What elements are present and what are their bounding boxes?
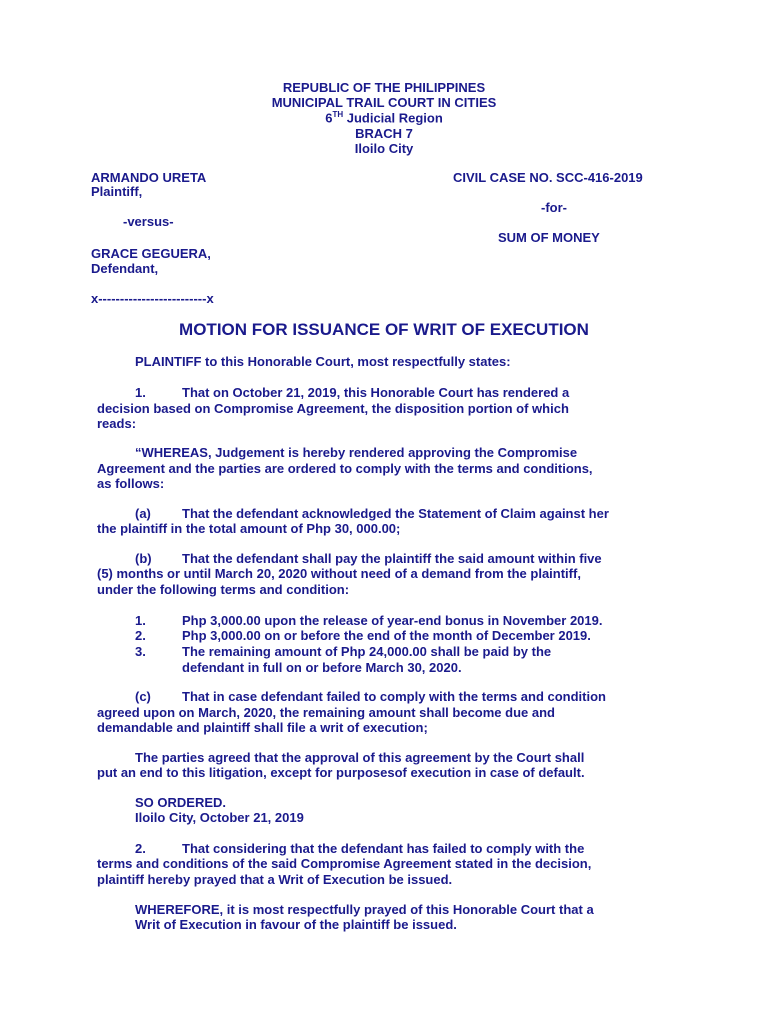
paragraph-1-line-1: That on October 21, 2019, this Honorable Court has rendered a bbox=[182, 385, 570, 400]
wherefore-line-1: WHEREFORE, it is most respectfully prayed of this Honorable Court that a bbox=[135, 902, 594, 917]
paragraph-2-line-2: terms and conditions of the said Compromise Agreement stated in the decision, bbox=[97, 856, 592, 871]
list-item-3-number: 3. bbox=[135, 644, 146, 659]
intro-paragraph: PLAINTIFF to this Honorable Court, most respectfully states: bbox=[135, 354, 511, 369]
header-city: Iloilo City bbox=[354, 141, 414, 156]
header-region-number: 6 bbox=[325, 110, 333, 126]
paragraph-2-number: 2. bbox=[135, 841, 146, 856]
clause-c-line-2: agreed upon on March, 2020, the remaining amount shall become due and bbox=[97, 705, 555, 720]
paragraph-2-line-1: That considering that the defendant has failed to comply with the bbox=[182, 841, 585, 856]
clause-c-line-1: That in case defendant failed to comply with the terms and condition bbox=[182, 689, 606, 704]
clause-b-line-2: (5) months or until March 20, 2020 without need of a demand from the plaintiff, bbox=[97, 566, 581, 581]
header-region-suffix: TH bbox=[332, 110, 344, 119]
plaintiff-label: Plaintiff, bbox=[91, 184, 143, 199]
versus-label: -versus- bbox=[123, 214, 174, 229]
quote-line-2: Agreement and the parties are ordered to comply with the terms and conditions, bbox=[97, 461, 593, 476]
quote-line-1: “WHEREAS, Judgement is hereby rendered approving the Compromise bbox=[135, 445, 578, 460]
clause-b-number: (b) bbox=[135, 551, 152, 566]
clause-b-line-1: That the defendant shall pay the plaintiff the said amount within five bbox=[182, 551, 602, 566]
quote-line-3: as follows: bbox=[97, 476, 165, 491]
paragraph-1-line-3: reads: bbox=[97, 416, 137, 431]
defendant-label: Defendant, bbox=[91, 261, 159, 276]
header-branch: BRACH 7 bbox=[355, 126, 413, 141]
header-region-text: Judicial Region bbox=[343, 110, 443, 126]
list-item-3-line-1: The remaining amount of Php 24,000.00 shall be paid by the bbox=[182, 644, 552, 659]
clause-a-line-2: the plaintiff in the total amount of Php 30, 000.00; bbox=[97, 521, 401, 536]
clause-c-line-3: demandable and plaintiff shall file a writ of execution; bbox=[97, 720, 428, 735]
list-item-2-number: 2. bbox=[135, 628, 146, 643]
list-item-3-line-2: defendant in full on or before March 30, 2020. bbox=[182, 660, 462, 675]
plaintiff-name: ARMANDO URETA bbox=[91, 170, 207, 185]
clause-c-number: (c) bbox=[135, 689, 151, 704]
defendant-name: GRACE GEGUERA, bbox=[91, 246, 211, 261]
caption-separator: x-------------------------x bbox=[91, 291, 214, 306]
clause-a-line-1: That the defendant acknowledged the Statement of Claim against her bbox=[182, 506, 609, 521]
for-label: -for- bbox=[541, 200, 567, 215]
wherefore-line-2: Writ of Execution in favour of the plaintiff be issued. bbox=[135, 917, 457, 932]
order-place-date: Iloilo City, October 21, 2019 bbox=[135, 810, 304, 825]
list-item-2-text: Php 3,000.00 on or before the end of the month of December 2019. bbox=[182, 628, 591, 643]
header-republic: REPUBLIC OF THE PHILIPPINES bbox=[282, 80, 486, 95]
civil-case-number: CIVIL CASE NO. SCC-416-2019 bbox=[453, 170, 643, 185]
list-item-1-text: Php 3,000.00 upon the release of year-end bonus in November 2019. bbox=[182, 613, 603, 628]
header-court: MUNICIPAL TRAIL COURT IN CITIES bbox=[271, 95, 497, 110]
paragraph-1-number: 1. bbox=[135, 385, 146, 400]
paragraph-1-line-2: decision based on Compromise Agreement, the disposition portion of which bbox=[97, 401, 569, 416]
so-ordered: SO ORDERED. bbox=[135, 795, 227, 810]
agreement-line-1: The parties agreed that the approval of this agreement by the Court shall bbox=[135, 750, 585, 765]
list-item-1-number: 1. bbox=[135, 613, 146, 628]
clause-b-line-3: under the following terms and condition: bbox=[97, 582, 350, 597]
clause-a-number: (a) bbox=[135, 506, 151, 521]
agreement-line-2: put an end to this litigation, except for purposesof execution in case of default. bbox=[97, 765, 585, 780]
header-region bbox=[0, 110, 768, 125]
paragraph-2-line-3: plaintiff hereby prayed that a Writ of Execution be issued. bbox=[97, 872, 453, 887]
document-title: MOTION FOR ISSUANCE OF WRIT OF EXECUTION bbox=[179, 320, 589, 339]
case-nature: SUM OF MONEY bbox=[498, 230, 600, 245]
